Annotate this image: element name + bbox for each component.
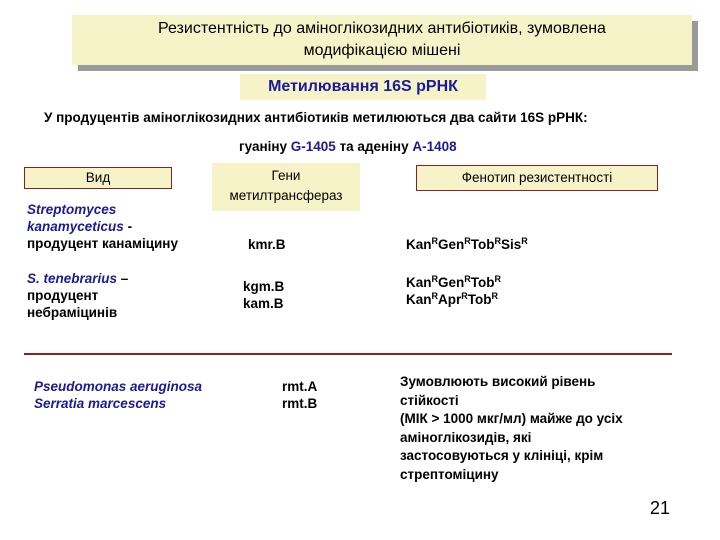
antibiotic-abbrev: Gen — [438, 275, 465, 290]
row1-species-line2: kanamyceticus — [27, 219, 124, 234]
row1-gene: kmr.B — [248, 237, 286, 252]
bottom-species — [34, 378, 202, 412]
resistance-superscript: R — [431, 274, 439, 284]
header-genes-line1: Гени — [271, 168, 301, 183]
row1-species — [27, 201, 178, 252]
title-line-2: модифікацією мішені — [303, 42, 461, 59]
intro-line-2 — [239, 139, 457, 154]
bottom-note — [400, 373, 623, 484]
row1-species-line1: Streptomyces — [27, 202, 117, 217]
antibiotic-abbrev: Tob — [467, 292, 492, 307]
title-line-1: Резистентність до аміноглікозидних антибіотиків, зумовлена — [158, 20, 606, 37]
row2-gene-1: kgm.B — [243, 279, 285, 294]
row2-phenotype-1 — [406, 274, 501, 291]
slide-title — [72, 15, 692, 65]
site-a1408: A-1408 — [412, 139, 457, 154]
bottom-note-3: (МІК > 1000 мкг/мл) майже до усіх — [400, 411, 623, 426]
bottom-species-2: Serratia marcescens — [34, 396, 167, 411]
row2-species-note-1: продуцент — [27, 288, 99, 303]
page-number: 21 — [650, 498, 671, 518]
resistance-superscript: R — [521, 236, 528, 246]
resistance-superscript: R — [464, 236, 471, 246]
row1-species-suffix: - — [123, 219, 133, 234]
bottom-note-1: Зумовлюють високий рівень — [400, 374, 596, 389]
row2-species-suffix: – — [117, 271, 129, 286]
row2-species — [27, 270, 128, 321]
row2-species-note-2: небраміцинів — [27, 305, 118, 320]
resistance-superscript: R — [491, 291, 499, 301]
bottom-genes — [282, 378, 317, 412]
row2-phenotype — [406, 274, 501, 308]
resistance-superscript: R — [494, 274, 502, 284]
bottom-note-2: стійкості — [400, 392, 459, 408]
bottom-gene-1: rmt.A — [282, 379, 318, 394]
row2-genes — [243, 278, 284, 312]
resistance-superscript: R — [494, 236, 502, 246]
row2-gene-2: kam.B — [243, 296, 284, 311]
intro-text-b: та аденіну — [335, 139, 413, 154]
section-divider — [24, 353, 672, 355]
antibiotic-abbrev: Kan — [406, 275, 432, 290]
antibiotic-abbrev: Sis — [501, 237, 522, 252]
antibiotic-abbrev: Gen — [438, 237, 465, 252]
bottom-note-6: стрептоміцину — [400, 466, 499, 482]
antibiotic-abbrev: Tob — [470, 275, 495, 290]
bottom-note-4: аміноглікозидів, які — [400, 429, 532, 445]
header-genes-line2: метилтрансфераз — [229, 188, 343, 203]
intro-text-a: гуаніну — [239, 139, 291, 154]
row1-phenotype — [406, 236, 528, 253]
resistance-superscript: R — [464, 274, 471, 284]
header-phenotype: Фенотип резистентності — [416, 165, 658, 191]
resistance-superscript: R — [431, 291, 439, 301]
antibiotic-abbrev: Kan — [406, 292, 432, 307]
site-g1405: G-1405 — [290, 139, 336, 154]
resistance-superscript: R — [431, 236, 439, 246]
row2-phenotype-2 — [406, 291, 501, 308]
row2-species-line1: S. tenebrarius — [27, 271, 118, 286]
bottom-gene-2: rmt.B — [282, 396, 318, 411]
intro-line-1: У продуцентів аміноглікозидних антибіотиків метилюються два сайти 16S рРНК: — [44, 110, 588, 125]
row1-species-note: продуцент канаміцину — [27, 236, 178, 251]
antibiotic-abbrev: Tob — [470, 237, 495, 252]
header-genes — [212, 163, 360, 211]
slide-subtitle: Метилювання 16S рРНК — [240, 74, 486, 100]
antibiotic-abbrev: Apr — [438, 292, 462, 307]
antibiotic-abbrev: Kan — [406, 237, 432, 252]
bottom-note-5: застосовуються у клініці, крім — [400, 448, 604, 463]
header-species: Вид — [24, 167, 172, 189]
resistance-superscript: R — [461, 291, 468, 301]
bottom-species-1: Pseudomonas aeruginosa — [34, 379, 203, 394]
